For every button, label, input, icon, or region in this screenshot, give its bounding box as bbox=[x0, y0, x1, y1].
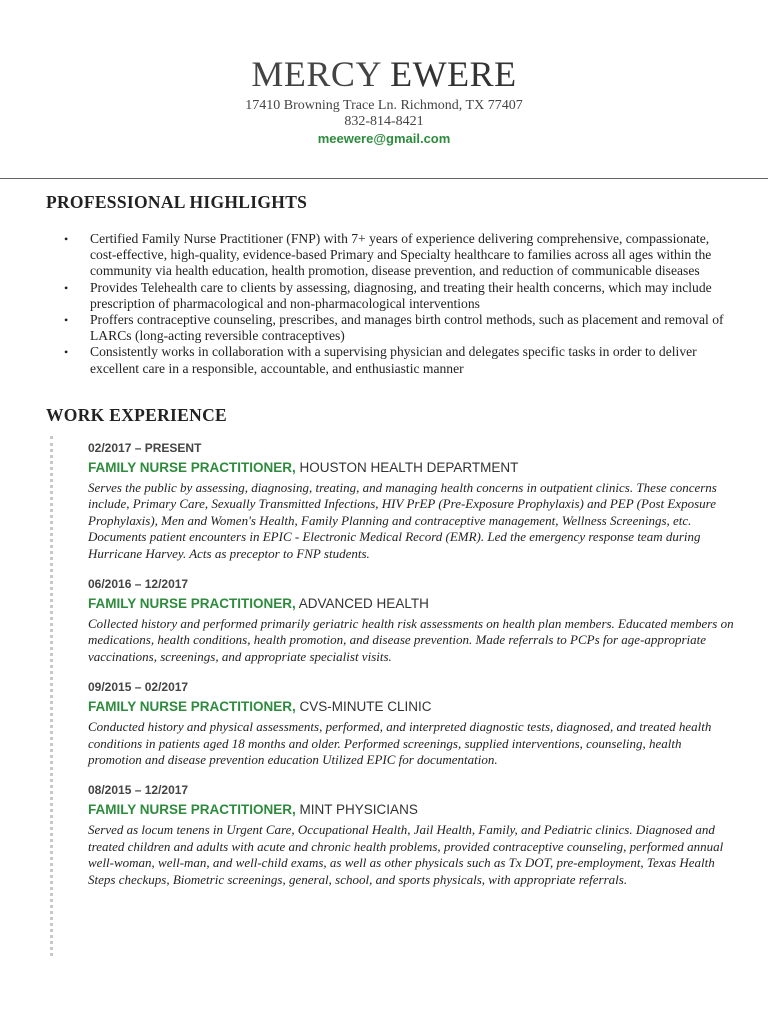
job-dates: 09/2015 – 02/2017 bbox=[88, 680, 189, 695]
timeline-dotted-line bbox=[50, 436, 53, 956]
address: 17410 Browning Trace Ln. Richmond, TX 77407 bbox=[245, 98, 523, 113]
job-title: FAMILY NURSE PRACTITIONER, bbox=[88, 699, 296, 715]
highlight-item bbox=[64, 280, 724, 312]
job-description: Conducted history and physical assessments, performed, and interpreted diagnostic tests, diagnosed, and treated health conditions in patients aged 18 months and older. Performed screenings, supplied interventions, counseling, health promotion and disease prevention education Utilized EPIC for documentation. bbox=[88, 719, 712, 768]
job-dates: 02/2017 – PRESENT bbox=[88, 441, 202, 455]
job-employer: HOUSTON HEALTH DEPARTMENT bbox=[299, 460, 519, 475]
highlight-item bbox=[64, 231, 724, 280]
last-name: EWERE bbox=[390, 54, 517, 94]
job-entry bbox=[88, 440, 738, 562]
job-description: Serves the public by assessing, diagnosing, treating, and managing health concerns in outpatient clinics. These concerns include, Primary Care, Sexually Transmitted Infections, HIV PrEP (Pre-Exposure Prophylaxis) and PEP (Post Exposure Prophylaxis), Men and Women's Health, Family Planning and contraceptive management, Wellness Screenings, etc. Documents patient encounters in EPIC - Electronic Medical Record (EMR). Led the emergency response team during Hurricane Harvey. Acts as preceptor to FNP students. bbox=[88, 480, 717, 561]
highlight-text: Provides Telehealth care to clients by assessing, diagnosing, and treating their health concerns, which may include prescription of pharmacological and non-pharmacological interventions bbox=[90, 279, 712, 311]
job-description: Served as locum tenens in Urgent Care, Occupational Health, Jail Health, Family, and Pediatric clinics. Diagnosed and treated children and adults with acute and chronic health problems, provided contraceptive counseling, performed annual well-woman, well-man, and well-child exams, as well as other physicals such as Tx DOT, pre-employment, Texas Health Steps checkups, Biometric screenings, general, school, and sports physicals, with appropriate referrals. bbox=[88, 822, 724, 887]
phone-number: 832-814-8421 bbox=[344, 114, 424, 129]
highlight-item bbox=[64, 312, 724, 344]
candidate-name bbox=[0, 54, 768, 94]
highlights-list bbox=[64, 231, 724, 377]
job-description: Collected history and performed primarily geriatric health risk assessments on health plan members. Educated members on medications, health conditions, health promotion, and disease prevention. Made referrals to PCPs for age-appropriate vaccinations, screenings, and appropriate specialist visits. bbox=[88, 616, 734, 664]
bullet-icon: • bbox=[64, 313, 69, 328]
resume-header bbox=[0, 0, 768, 148]
job-employer: CVS-MINUTE CLINIC bbox=[299, 699, 432, 715]
job-entry bbox=[88, 679, 738, 768]
job-dates: 06/2016 – 12/2017 bbox=[88, 577, 189, 592]
job-heading bbox=[88, 594, 738, 614]
highlight-text: Certified Family Nurse Practitioner (FNP) with 7+ years of experience delivering comprehensive, compassionate, cost-effective, high-quality, evidence-based Primary and Specialty healthcare to families across all ages within the community via health education, health promotion, disease prevention, and reduction of communicable diseases bbox=[90, 231, 712, 279]
job-employer: MINT PHYSICIANS bbox=[299, 802, 418, 818]
job-heading bbox=[88, 800, 738, 820]
job-employer: ADVANCED HEALTH bbox=[298, 596, 429, 612]
job-entry bbox=[88, 782, 738, 888]
job-heading bbox=[88, 458, 738, 478]
header-divider bbox=[0, 178, 768, 179]
email-address[interactable]: meewere@gmail.com bbox=[317, 131, 451, 146]
bullet-icon: • bbox=[64, 345, 69, 360]
first-name: MERCY bbox=[251, 54, 381, 94]
job-title: FAMILY NURSE PRACTITIONER, bbox=[88, 802, 296, 818]
job-title: FAMILY NURSE PRACTITIONER, bbox=[88, 596, 296, 612]
work-experience-list bbox=[88, 440, 738, 902]
section-title-work: WORK EXPERIENCE bbox=[46, 405, 227, 425]
bullet-icon: • bbox=[64, 280, 69, 295]
highlight-text: Consistently works in collaboration with a supervising physician and delegates specific tasks in order to deliver excellent care in a responsible, accountable, and enthusiastic manner bbox=[90, 344, 697, 376]
job-title: FAMILY NURSE PRACTITIONER, bbox=[88, 460, 296, 475]
job-dates: 08/2015 – 12/2017 bbox=[88, 783, 189, 798]
job-heading bbox=[88, 697, 738, 717]
section-title-highlights: PROFESSIONAL HIGHLIGHTS bbox=[46, 192, 308, 212]
highlight-text: Proffers contraceptive counseling, prescribes, and manages birth control methods, such as placement and removal of LARCs (long-acting reversible contraceptives) bbox=[90, 312, 724, 344]
job-entry bbox=[88, 576, 738, 665]
bullet-icon: • bbox=[64, 232, 69, 246]
highlight-item bbox=[64, 344, 724, 376]
